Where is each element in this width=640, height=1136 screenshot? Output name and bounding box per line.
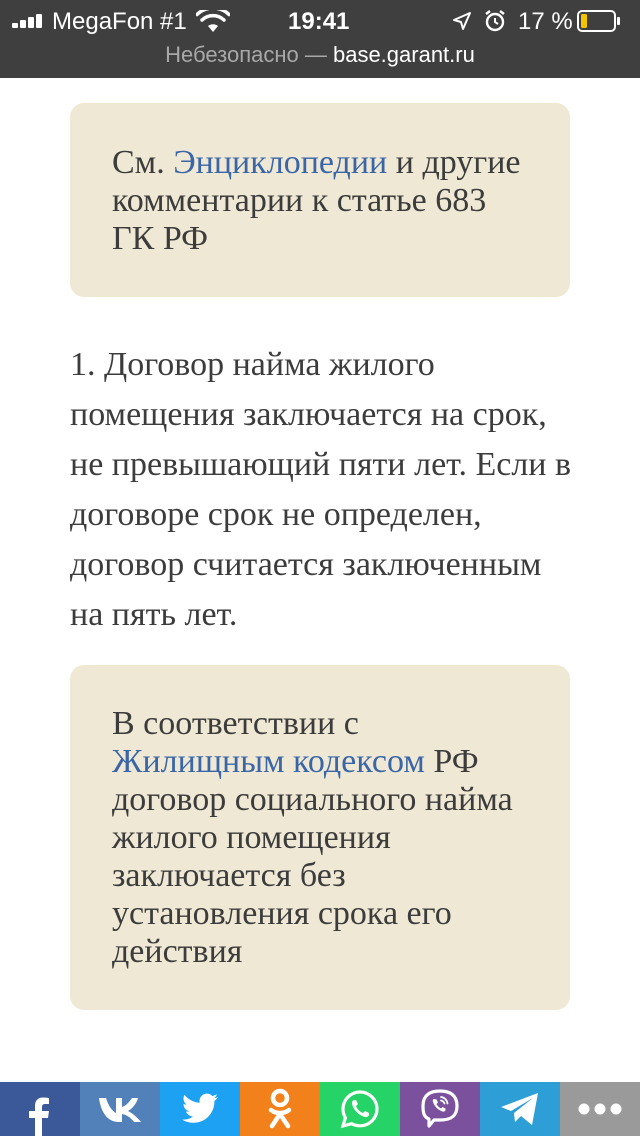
info-text: В соответствии с bbox=[112, 705, 359, 742]
telegram-icon bbox=[499, 1091, 541, 1127]
carrier-name: MegaFon #1 bbox=[52, 8, 187, 35]
encyclopedia-link[interactable]: Энциклопедии bbox=[173, 144, 388, 181]
battery-percentage: 17 % bbox=[518, 8, 573, 35]
wifi-icon bbox=[196, 10, 230, 34]
article-paragraph: 1. Договор найма жилого помещения заключается на срок, не превышающий пяти лет. Если в договоре срок не определен, договор считается заключенным на пять лет. bbox=[70, 346, 572, 633]
browser-top-bar bbox=[0, 0, 640, 78]
whatsapp-icon bbox=[340, 1089, 380, 1129]
more-icon bbox=[578, 1103, 622, 1115]
vk-icon bbox=[97, 1095, 143, 1123]
share-twitter-button[interactable] bbox=[160, 1082, 240, 1136]
clock: 19:41 bbox=[288, 8, 350, 35]
signal-icon bbox=[12, 14, 48, 28]
share-whatsapp-button[interactable] bbox=[320, 1082, 400, 1136]
info-text: и другие комментарии к статье 683 ГК РФ bbox=[112, 144, 521, 257]
alarm-icon bbox=[483, 9, 507, 33]
insecure-label: Небезопасно — bbox=[165, 42, 333, 67]
viber-icon bbox=[420, 1088, 460, 1130]
housing-code-link[interactable]: Жилищным кодексом bbox=[112, 743, 425, 780]
info-text: См. bbox=[112, 144, 174, 181]
info-box-housing-code bbox=[70, 665, 570, 1010]
share-vk-button[interactable] bbox=[80, 1082, 160, 1136]
share-odnoklassniki-button[interactable] bbox=[240, 1082, 320, 1136]
url-host: base.garant.ru bbox=[332, 42, 475, 67]
share-bar bbox=[0, 1082, 640, 1136]
location-arrow-icon bbox=[452, 11, 472, 31]
share-telegram-button[interactable] bbox=[480, 1082, 560, 1136]
share-more-button[interactable] bbox=[560, 1082, 640, 1136]
share-facebook-button[interactable] bbox=[0, 1082, 80, 1136]
facebook-icon bbox=[25, 1096, 55, 1136]
info-box-encyclopedia bbox=[70, 103, 570, 297]
status-bar bbox=[0, 0, 640, 42]
odnoklassniki-icon bbox=[267, 1088, 293, 1130]
address-bar[interactable] bbox=[0, 42, 640, 72]
battery-icon bbox=[577, 10, 621, 32]
share-viber-button[interactable] bbox=[400, 1082, 480, 1136]
info-text: РФ договор социального найма жилого помещения заключается без установления срока его действия bbox=[112, 743, 513, 970]
twitter-icon bbox=[181, 1093, 219, 1125]
